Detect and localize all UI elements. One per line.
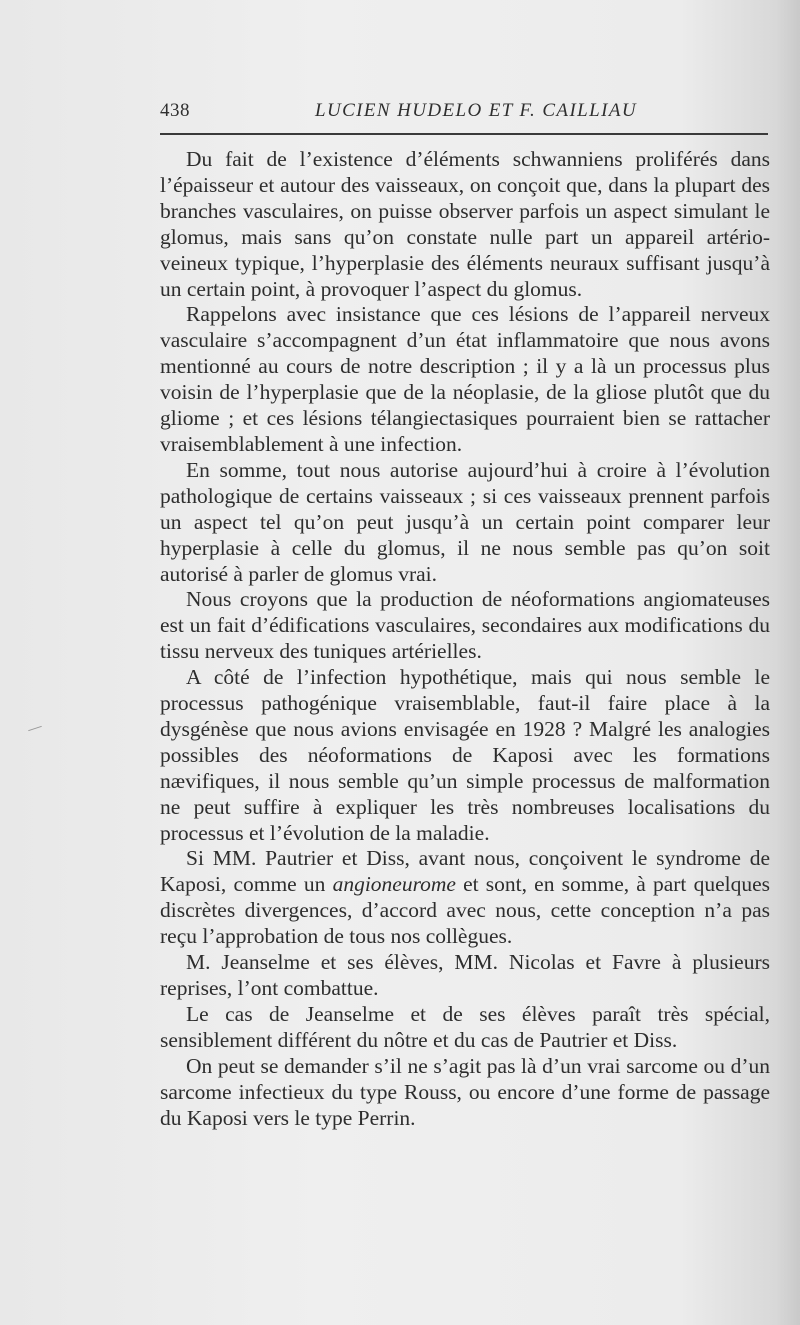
- header-rule: [160, 133, 768, 135]
- margin-mark: [28, 726, 42, 731]
- paragraph: Du fait de l’existence d’éléments schwanniens proliférés dans l’épaisseur et autour des vaisseaux, on conçoit que, dans la plupart des branches vasculaires, on puisse observer parfois un aspect simulant le glomus, mais sans qu’on constate nulle part un appareil artério-veineux typique, l’hyperplasie des éléments neuraux suffisant jusqu’à un certain point, à provoquer l’aspect du glomus.: [160, 147, 770, 301]
- body-text: [160, 147, 770, 1131]
- paragraph: Nous croyons que la production de néoformations angiomateuses est un fait d’édifications vasculaires, secondaires aux modifications du tissu nerveux des tuniques artérielles.: [160, 587, 770, 664]
- italic-term: angioneurome: [332, 872, 456, 897]
- paragraph: Rappelons avec insistance que ces lésions de l’appareil nerveux vasculaire s’accompagnent d’un état inflammatoire que nous avons mentionné au cours de notre description ; il y a là un processus plus voisin de l’hyperplasie que de la néoplasie, de la gliose plutôt que du gliome ; et ces lésions télangiectasiques pourraient bien se rattacher vraisemblablement à une infection.: [160, 302, 770, 456]
- paragraph: M. Jeanselme et ses élèves, MM. Nicolas et Favre à plusieurs reprises, l’ont combattue.: [160, 950, 770, 1000]
- page-header: [160, 100, 768, 126]
- paragraph: [160, 846, 770, 950]
- running-head: LUCIEN HUDELO ET F. CAILLIAU: [315, 100, 637, 121]
- paragraph: Le cas de Jeanselme et de ses élèves paraît très spécial, sensiblement différent du nôtre et du cas de Pautrier et Diss.: [160, 1001, 770, 1052]
- paragraph: En somme, tout nous autorise aujourd’hui à croire à l’évolution pathologique de certains vaisseaux ; si ces vaisseaux prennent parfois un aspect tel qu’on peut jusqu’à un certain point comparer leur hyperplasie à celle du glomus, il ne nous semble pas qu’on soit autorisé à parler de glomus vrai.: [160, 457, 770, 586]
- paragraph: On peut se demander s’il ne s’agit pas là d’un vrai sarcome ou d’un sarcome infectieux du type Rouss, ou encore d’une forme de passage du Kaposi vers le type Perrin.: [160, 1053, 770, 1130]
- page-number: 438: [160, 100, 190, 121]
- paragraph-text: et sont, en somme, à part quelques discrètes divergences, d’accord avec nous, cette conception n’a pas reçu l’approbation de tous nos collègues.: [160, 872, 770, 949]
- paragraph-text: Si MM. Pautrier et Diss, avant nous, conçoivent le syndrome de Kaposi, comme un: [160, 846, 770, 897]
- paragraph: A côté de l’infection hypothétique, mais qui nous semble le processus pathogénique vraisemblable, faut-il faire place à la dysgénèse que nous avions envisagée en 1928 ? Malgré les analogies possibles des néoformations de Kaposi avec les formations nævifiques, il nous semble qu’un simple processus de malformation ne peut suffire à expliquer les très nombreuses localisations du processus et l’évolution de la maladie.: [160, 665, 770, 845]
